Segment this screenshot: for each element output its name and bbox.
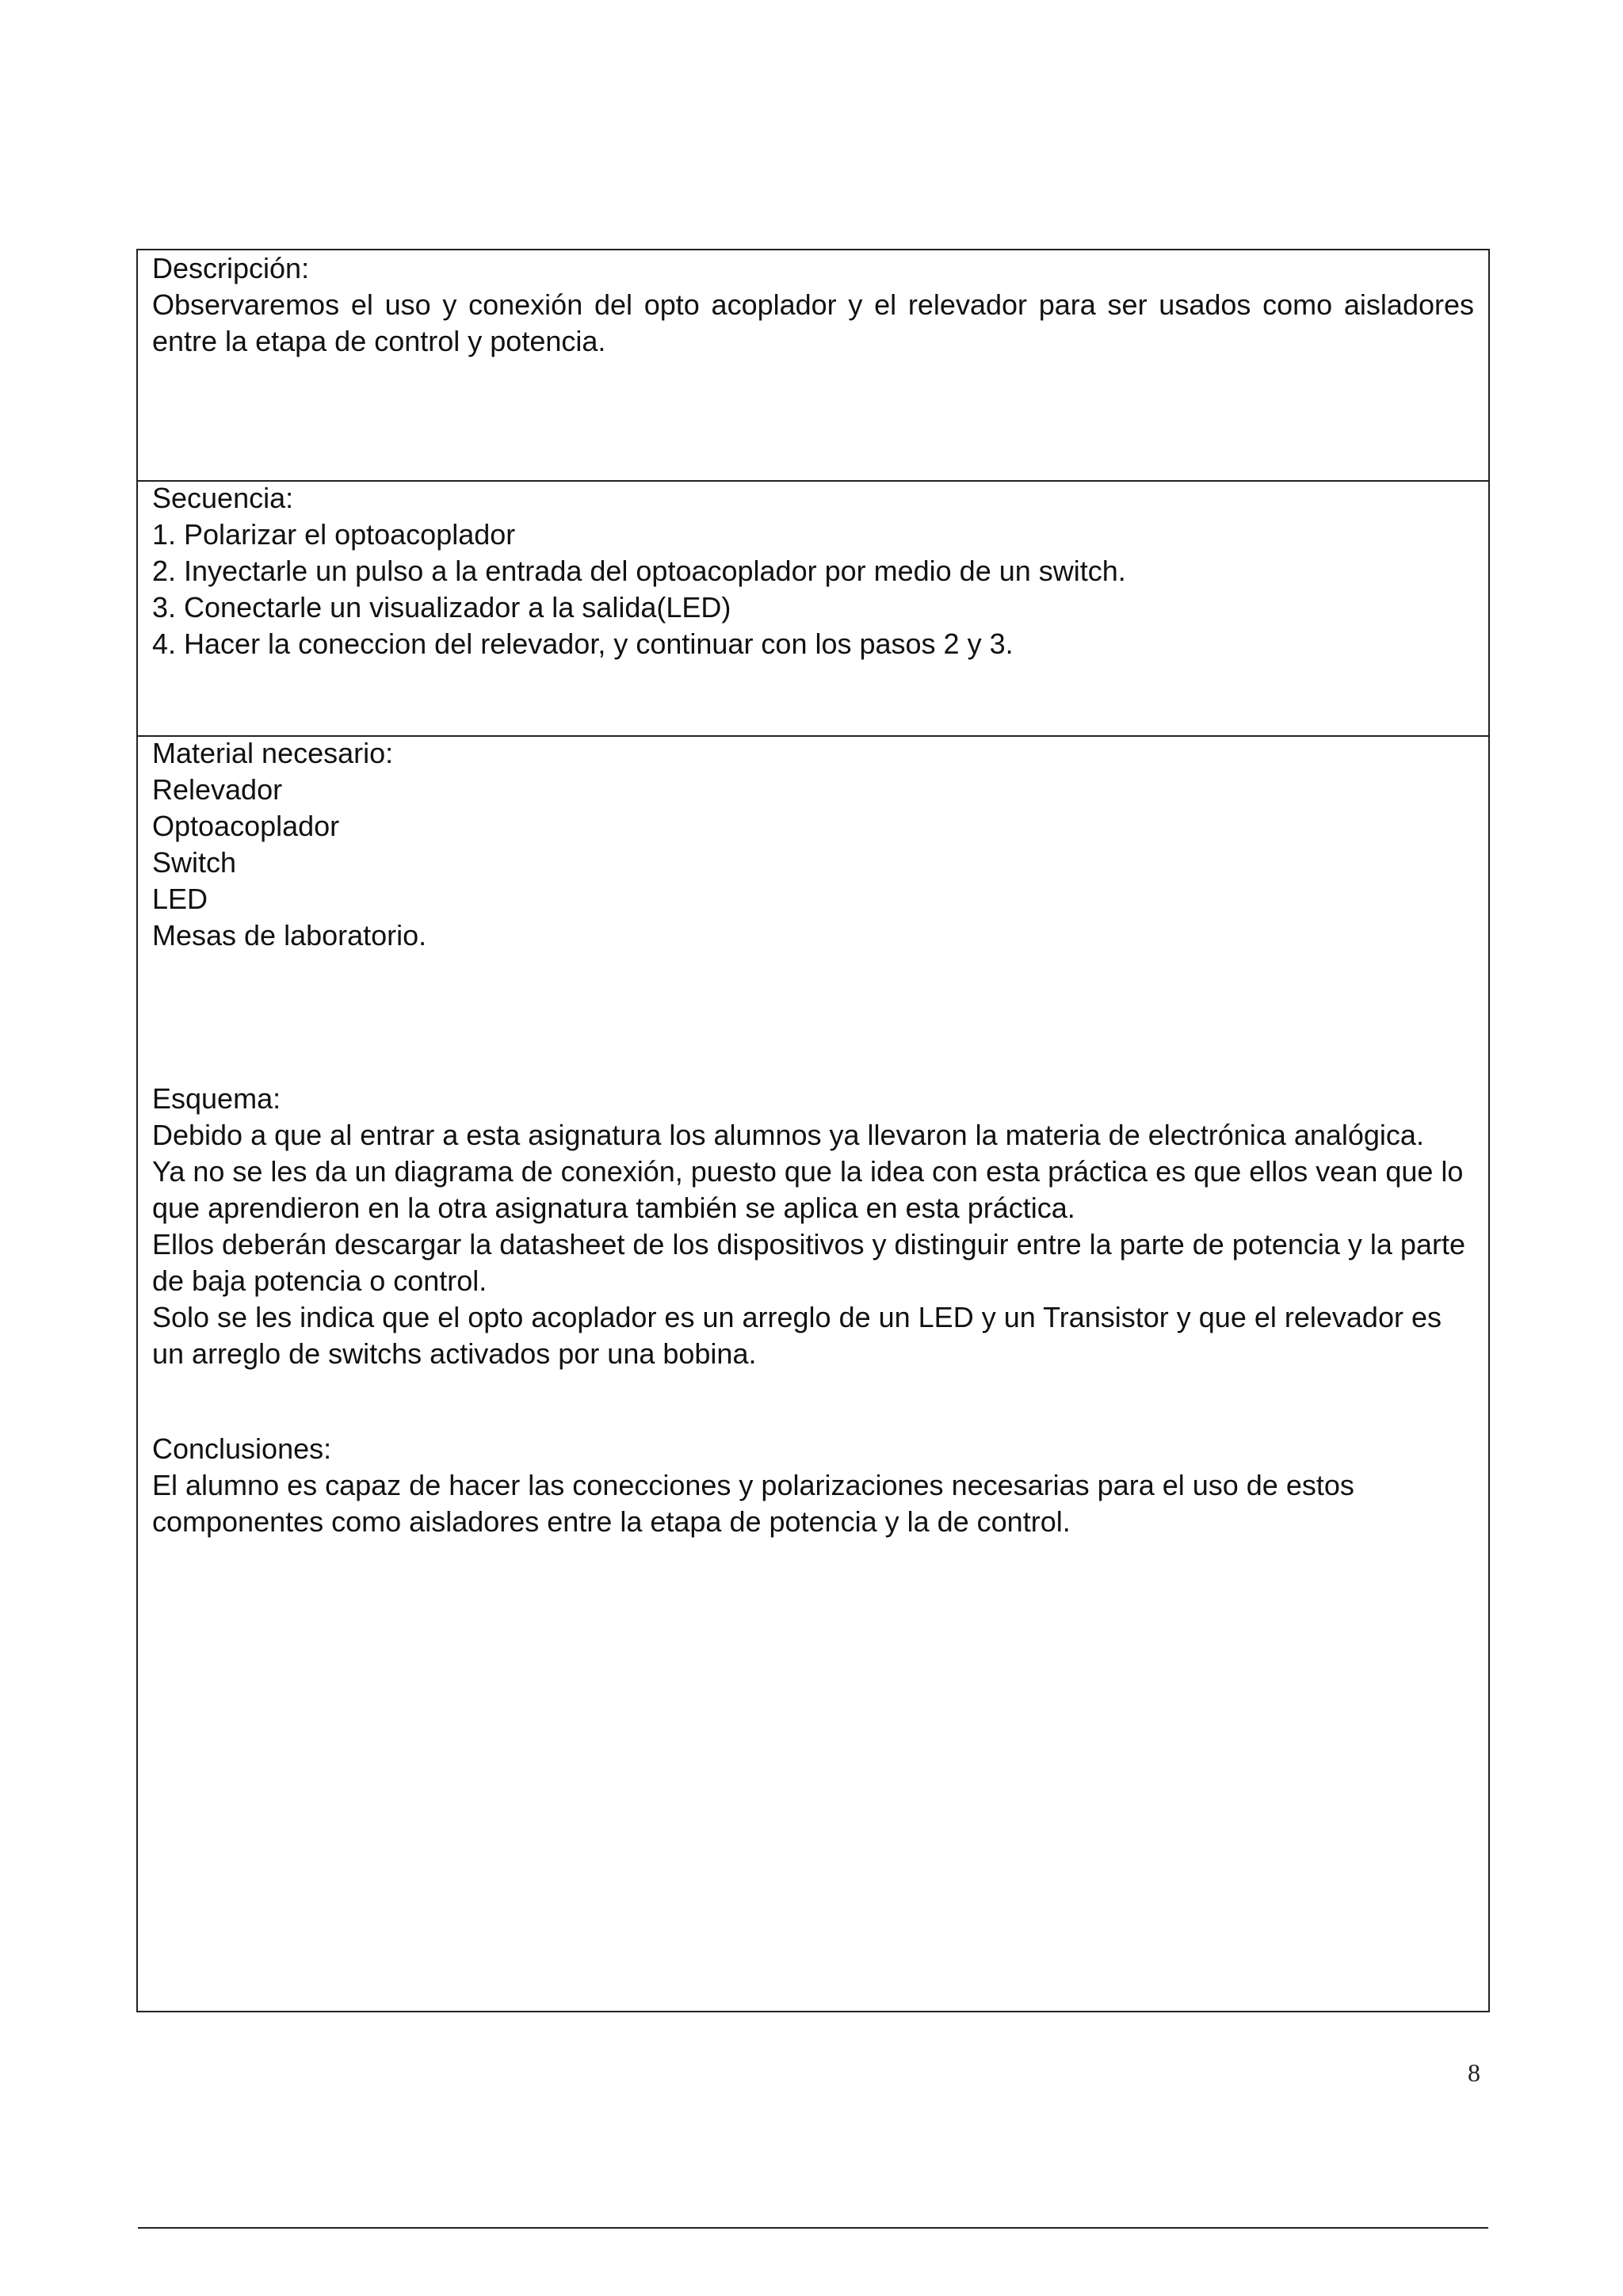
descripcion-heading: Descripción: — [152, 252, 310, 284]
secuencia-step: 3. Conectarle un visualizador a la salida(LED) — [152, 591, 731, 624]
secuencia-cell — [138, 480, 1488, 737]
conclusiones-text: El alumno es capaz de hacer las conecciones y polarizaciones necesarias para el uso de estos componentes como aisladores entre la etapa de potencia y la de control. — [152, 1469, 1354, 1538]
secuencia-step: 2. Inyectarle un pulso a la entrada del optoacoplador por medio de un switch. — [152, 555, 1126, 587]
descripcion-text: Observaremos el uso y conexión del opto acoplador y el relevador para ser usados como aisladores entre la etapa de control y potencia. — [152, 288, 1474, 357]
material-heading: Material necesario: — [152, 737, 394, 769]
secuencia-step: 1. Polarizar el optoacoplador — [152, 518, 516, 551]
conclusiones-heading: Conclusiones: — [152, 1432, 332, 1465]
practice-table — [136, 249, 1490, 2012]
material-esquema-conclusiones-cell — [138, 735, 1488, 2229]
descripcion-cell — [138, 250, 1488, 482]
material-item: LED — [152, 883, 208, 915]
material-item: Mesas de laboratorio. — [152, 919, 427, 952]
material-item: Optoacoplador — [152, 810, 340, 842]
empty-footer-cell — [138, 2227, 1488, 2250]
secuencia-heading: Secuencia: — [152, 482, 294, 514]
spacer — [152, 1372, 1474, 1431]
secuencia-step: 4. Hacer la coneccion del relevador, y continuar con los pasos 2 y 3. — [152, 627, 1014, 660]
esquema-paragraph: Ya no se les da un diagrama de conexión, puesto que la idea con esta práctica es que ellos vean que lo que aprendieron en la otra asignatura también se aplica en esta práctica. — [152, 1155, 1464, 1224]
spacer — [152, 954, 1474, 1081]
esquema-paragraph: Debido a que al entrar a esta asignatura los alumnos ya llevaron la materia de electrónica analógica. — [152, 1119, 1424, 1151]
material-item: Switch — [152, 846, 237, 879]
material-item: Relevador — [152, 773, 283, 806]
esquema-heading: Esquema: — [152, 1082, 281, 1115]
page-number: 8 — [1468, 2058, 1480, 2087]
esquema-paragraph: Ellos deberán descargar la datasheet de los dispositivos y distinguir entre la parte de potencia y la parte de baja potencia o control. — [152, 1228, 1465, 1297]
esquema-paragraph: Solo se les indica que el opto acoplador es un arreglo de un LED y un Transistor y que el relevador es un arreglo de switchs activados por una bobina. — [152, 1301, 1442, 1370]
